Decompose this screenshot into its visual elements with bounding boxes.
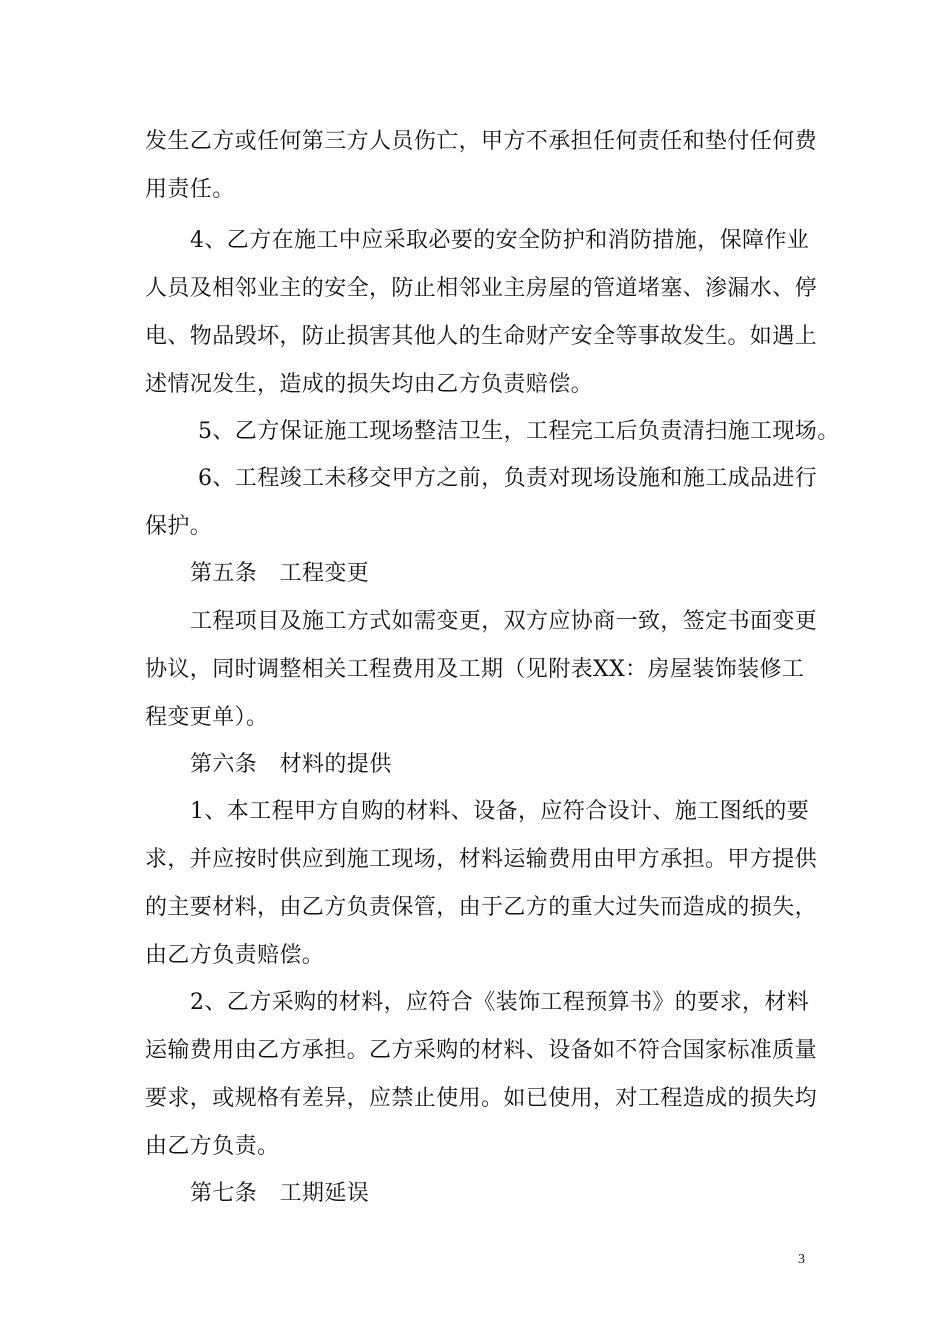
section-heading-article-6: 第六条 材料的提供	[190, 752, 392, 777]
body-text-line: 求，并应按时供应到施工现场，材料运输费用由甲方承担。甲方提供	[145, 847, 818, 872]
body-text-line: 要求，或规格有差异，应禁止使用。如已使用，对工程造成的损失均	[145, 1086, 818, 1111]
body-text-line: 保护。	[145, 514, 213, 539]
body-text-line: 用责任。	[145, 177, 235, 202]
body-text-line: 的主要材料，由乙方负责保管，由于乙方的重大过失而造成的损失，	[145, 895, 818, 920]
clause-item-1: 1、本工程甲方自购的材料、设备，应符合设计、施工图纸的要	[190, 799, 810, 824]
body-text-line: 人员及相邻业主的安全，防止相邻业主房屋的管道堵塞、渗漏水、停	[145, 276, 818, 301]
clause-item-5: 5、乙方保证施工现场整洁卫生，工程完工后负责清扫施工现场。	[198, 419, 840, 444]
section-heading-article-5: 第五条 工程变更	[190, 561, 370, 586]
body-text-line: 程变更单）。	[145, 705, 269, 730]
body-text-line: 电、物品毁坏，防止损害其他人的生命财产安全等事故发生。如遇上	[145, 324, 818, 349]
clause-item-2: 2、乙方采购的材料，应符合《装饰工程预算书》的要求，材料	[190, 990, 810, 1015]
body-text-line: 发生乙方或任何第三方人员伤亡，甲方不承担任何责任和垫付任何费	[145, 129, 818, 154]
body-text-line: 由乙方负责。	[145, 1134, 280, 1159]
page-number: 3	[798, 1252, 805, 1267]
body-text-line: 工程项目及施工方式如需变更，双方应协商一致，签定书面变更	[190, 609, 818, 634]
body-text-line: 协议，同时调整相关工程费用及工期（见附表XX：房屋装饰装修工	[145, 657, 805, 682]
body-text-line: 述情况发生，造成的损失均由乙方负责赔偿。	[145, 372, 594, 397]
clause-item-6: 6、工程竣工未移交甲方之前，负责对现场设施和施工成品进行	[198, 466, 818, 491]
body-text-line: 运输费用由乙方承担。乙方采购的材料、设备如不符合国家标准质量	[145, 1038, 818, 1063]
section-heading-article-7: 第七条 工期延误	[190, 1181, 370, 1206]
clause-item-4: 4、乙方在施工中应采取必要的安全防护和消防措施，保障作业	[190, 228, 810, 253]
body-text-line: 由乙方负责赔偿。	[145, 943, 325, 968]
